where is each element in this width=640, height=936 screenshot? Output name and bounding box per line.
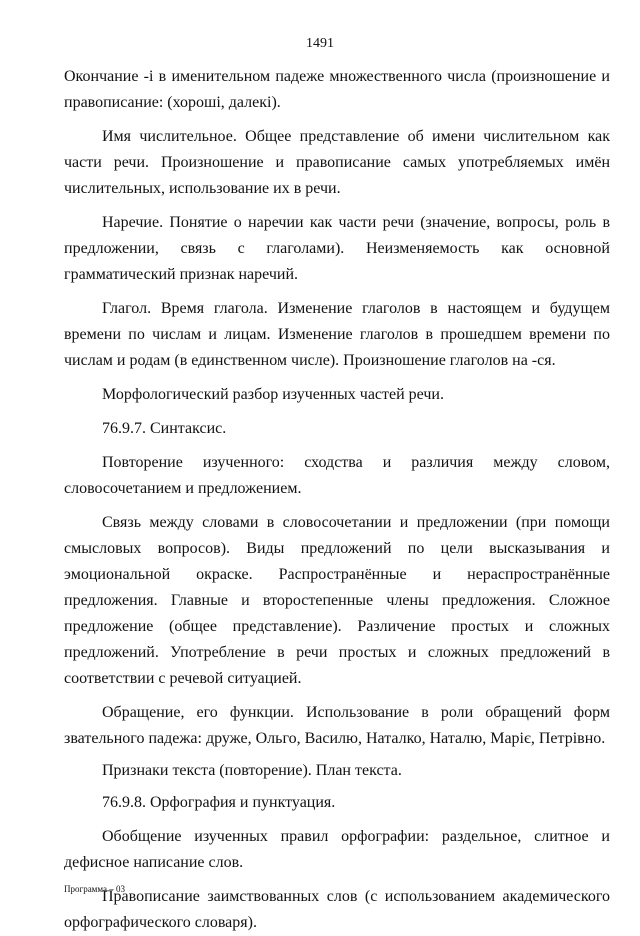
- document-body: [64, 64, 610, 936]
- paragraph-text-features: Признаки текста (повторение). План текста.: [102, 762, 402, 779]
- footer-label: Программа – 03: [64, 884, 126, 894]
- page-number: 1491: [306, 36, 334, 51]
- paragraph-review: Повторение изученного: сходства и различия между словом, словосочетанием и предложением.: [64, 454, 610, 497]
- paragraph-numeral: Имя числительное. Общее представление об имени числительном как части речи. Произношение и правописание самых употребляемых имён числительных, использование их в речи.: [64, 128, 610, 197]
- paragraph-orthography-rules: Обобщение изученных правил орфографии: раздельное, слитное и дефисное написание слов.: [64, 828, 610, 871]
- paragraph-adverb: Наречие. Понятие о наречии как части речи (значение, вопросы, роль в предложении, связь с глаголами). Неизменяемость как основной грамматический признак наречий.: [64, 214, 610, 283]
- paragraph-borrowed-words: Правописание заимствованных слов (с использованием академического орфографического словаря).: [64, 888, 610, 931]
- paragraph-word-links: Связь между словами в словосочетании и предложении (при помощи смысловых вопросов). Виды предложений по цели высказывания и эмоциональной окраске. Распространённые и нераспространённые предложения. Главные и второстепенные члены предложения. Сложное предложение (общее представление). Различение простых и сложных предложений. Употребление в речи простых и сложных предложений в соответствии с речевой ситуацией.: [64, 514, 610, 687]
- paragraph-verb: Глагол. Время глагола. Изменение глаголов в настоящем и будущем времени по числам и лицам. Изменение глаголов в прошедшем времени по числам и родам (в единственном числе). Произношение глаголов на -ся.: [64, 300, 610, 369]
- section-heading-syntax: 76.9.7. Синтаксис.: [102, 420, 227, 437]
- section-heading-orthography: 76.9.8. Орфография и пунктуация.: [102, 794, 336, 811]
- paragraph-ending-i: Окончание -і в именительном падеже множественного числа (произношение и правописание: (хороші, далекі).: [64, 68, 610, 111]
- paragraph-address: Обращение, его функции. Использование в роли обращений форм звательного падежа: друже, Ольго, Василю, Наталко, Наталю, Маріє, Петрівно.: [64, 704, 610, 747]
- paragraph-morphological-analysis: Морфологический разбор изученных частей речи.: [102, 386, 444, 403]
